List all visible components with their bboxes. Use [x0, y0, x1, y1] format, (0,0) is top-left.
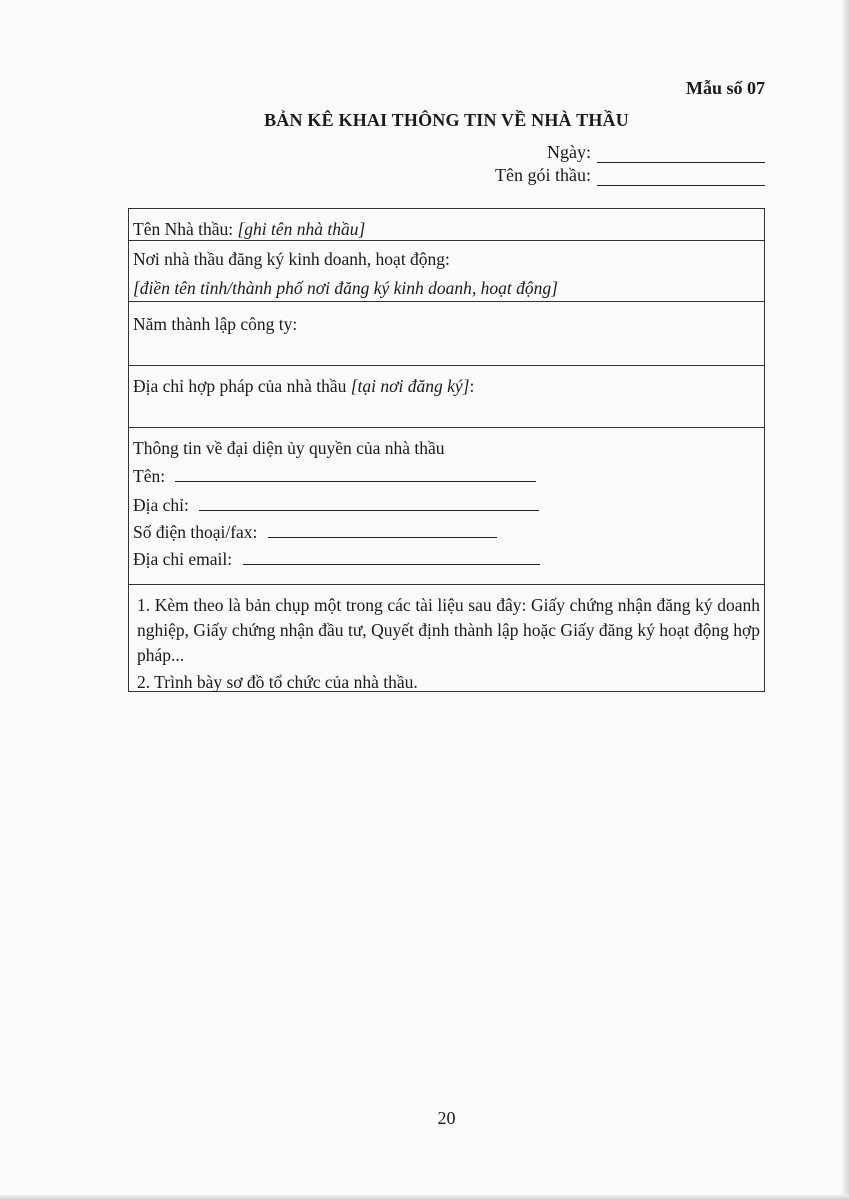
contractor-name-hint: [ghi tên nhà thầu] — [237, 219, 366, 239]
legal-address-label: Địa chỉ hợp pháp của nhà thầu — [133, 376, 347, 396]
registration-row — [129, 241, 764, 302]
package-line — [495, 165, 765, 186]
rep-name-blank[interactable] — [175, 465, 536, 482]
representative-heading: Thông tin về đại diện ủy quyền của nhà thầu — [133, 438, 445, 458]
attachment-item-1: 1. Kèm theo là bản chụp một trong các tài liệu sau đây: Giấy chứng nhận đăng ký doanh nghiệp, Giấy chứng nhận đầu tư, Quyết định thành lập hoặc Giấy đăng ký hoạt động hợp pháp... — [137, 595, 760, 665]
rep-phone-label: Số điện thoại/fax: — [133, 522, 258, 542]
rep-address-label: Địa chỉ: — [133, 495, 189, 515]
form-number: Mẫu số 07 — [685, 78, 765, 98]
scan-edge-bottom — [0, 1195, 849, 1200]
registration-label: Nơi nhà thầu đăng ký kinh doanh, hoạt động: — [133, 249, 450, 269]
attachment-item-2: 2. Trình bày sơ đồ tổ chức của nhà thầu. — [137, 672, 418, 692]
rep-email-blank[interactable] — [243, 548, 540, 565]
contractor-name-label: Tên Nhà thầu: — [133, 219, 234, 239]
contractor-name-row — [129, 209, 764, 241]
founding-year-row — [129, 302, 764, 366]
legal-address-row — [129, 366, 764, 428]
rep-address-blank[interactable] — [199, 494, 539, 511]
representative-row — [129, 428, 764, 585]
rep-email-label: Địa chỉ email: — [133, 549, 233, 569]
legal-address-hint: [tại nơi đăng ký] — [350, 376, 470, 396]
date-blank[interactable] — [597, 146, 765, 163]
date-line — [547, 142, 765, 163]
contractor-info-table — [128, 208, 765, 692]
rep-email-line — [133, 544, 760, 575]
rep-name-line — [133, 461, 760, 492]
package-label: Tên gói thầu: — [495, 165, 591, 185]
scan-edge-right — [842, 0, 849, 1200]
page-number: 20 — [437, 1108, 456, 1128]
rep-name-label: Tên: — [133, 466, 166, 486]
date-label: Ngày: — [547, 142, 591, 162]
document-title: BẢN KÊ KHAI THÔNG TIN VỀ NHÀ THẦU — [264, 110, 629, 130]
legal-address-colon: : — [469, 376, 475, 396]
founding-year-label: Năm thành lập công ty: — [133, 314, 298, 334]
rep-phone-blank[interactable] — [268, 521, 497, 538]
package-blank[interactable] — [597, 169, 765, 186]
registration-hint: [điền tên tỉnh/thành phố nơi đăng ký kinh doanh, hoạt động] — [133, 278, 558, 298]
attachments-row — [129, 585, 764, 691]
